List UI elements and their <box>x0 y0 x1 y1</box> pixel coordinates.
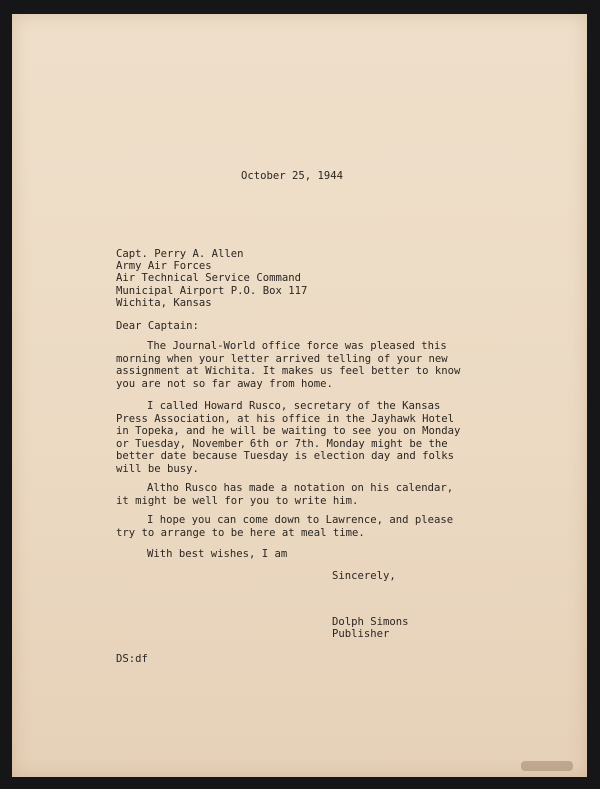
paragraph-1 <box>116 340 460 390</box>
recipient-address <box>116 248 307 309</box>
paper-stain <box>521 761 573 771</box>
paragraph-line: in Topeka, and he will be waiting to see you on Monday <box>116 425 461 438</box>
paragraph-line: it might be well for you to write him. <box>116 494 359 507</box>
address-line: Capt. Perry A. Allen <box>116 248 244 260</box>
address-line: Wichita, Kansas <box>116 296 212 309</box>
paragraph-3 <box>116 482 453 507</box>
signer-name: Dolph Simons <box>332 616 409 628</box>
paragraph-4 <box>116 514 453 539</box>
paragraph-line: I hope you can come down to Lawrence, and please <box>147 514 454 526</box>
paragraph-line: The Journal-World office force was pleased this <box>147 340 447 352</box>
paragraph-line: you are not so far away from home. <box>116 377 333 390</box>
paragraph-line: I called Howard Rusco, secretary of the Kansas <box>147 400 441 412</box>
sign-off: Sincerely, <box>332 570 396 582</box>
address-line: Air Technical Service Command <box>116 272 301 285</box>
address-line: Army Air Forces <box>116 260 212 273</box>
paragraph-line: morning when your letter arrived telling of your new <box>116 352 448 365</box>
reference-initials: DS:df <box>116 653 148 665</box>
paragraph-line: try to arrange to be here at meal time. <box>116 526 365 539</box>
paragraph-line: or Tuesday, November 6th or 7th. Monday might be the <box>116 437 448 450</box>
signer-title: Publisher <box>332 628 390 640</box>
closing-line: With best wishes, I am <box>147 548 288 560</box>
paragraph-line: Altho Rusco has made a notation on his calendar, <box>147 482 454 494</box>
letter-date: October 25, 1944 <box>241 170 344 182</box>
salutation: Dear Captain: <box>116 320 199 332</box>
paragraph-line: better date because Tuesday is election day and folks <box>116 450 455 463</box>
letter-page <box>12 14 587 777</box>
paragraph-line: will be busy. <box>116 462 199 475</box>
paragraph-line: assignment at Wichita. It makes us feel better to know <box>116 365 461 378</box>
paragraph-line: Press Association, at his office in the Jayhawk Hotel <box>116 412 455 425</box>
address-line: Municipal Airport P.O. Box 117 <box>116 284 308 297</box>
paragraph-2 <box>116 400 460 476</box>
